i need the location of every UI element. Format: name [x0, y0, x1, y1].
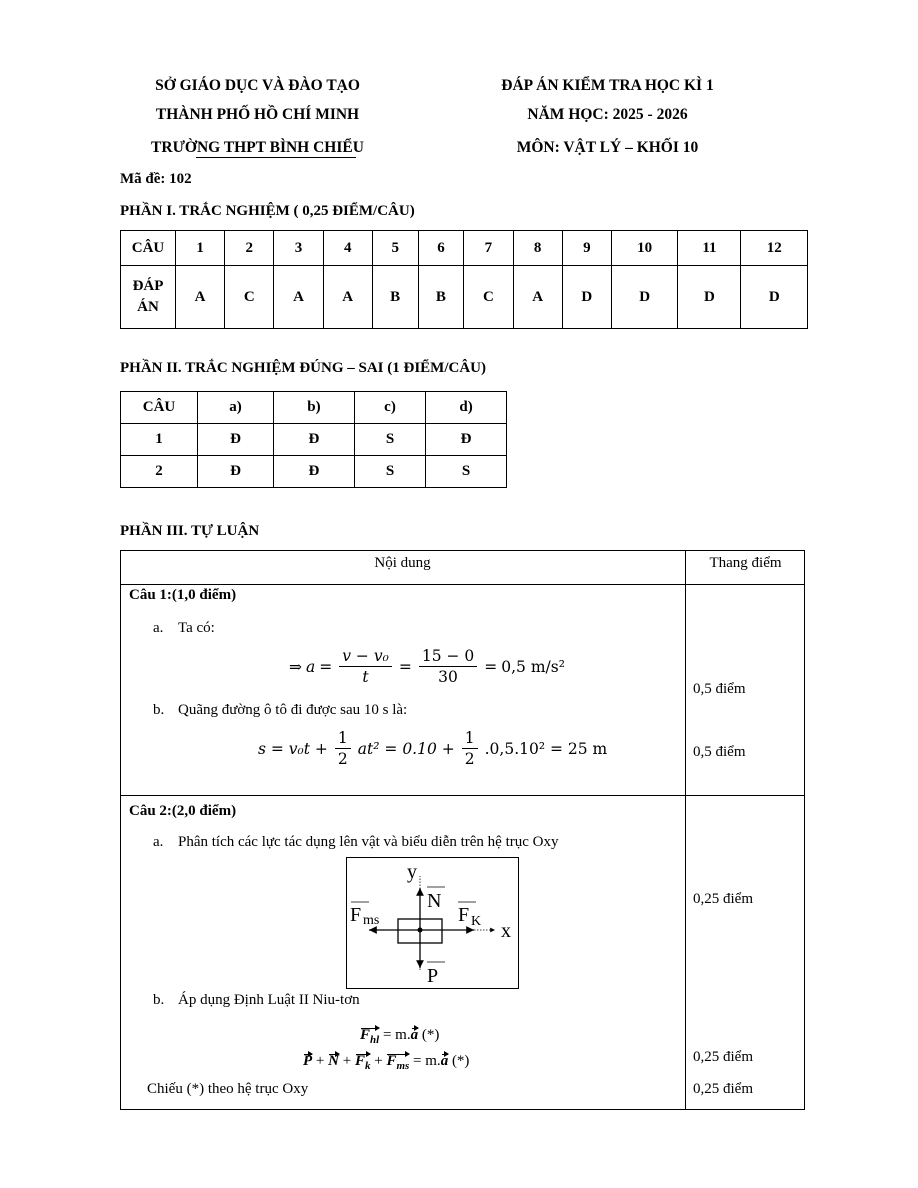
table-row [121, 456, 507, 488]
part1-answer-table [120, 230, 808, 329]
normal-vector: N [328, 1053, 339, 1069]
answer-cell: B [372, 266, 418, 329]
part3-title: PHẦN III. TỰ LUẬN [120, 523, 260, 539]
equals-sign: = [398, 657, 412, 676]
friction-symbol: F [386, 1053, 397, 1069]
answer-cell: D [611, 266, 677, 329]
q1-b-text: Quãng đường ô tô đi được sau 10 s là: [178, 702, 408, 718]
answer-cell: Đ [198, 424, 274, 456]
friction-vector [386, 1053, 409, 1072]
plus-sign: + [342, 1053, 352, 1069]
item-marker: b. [153, 992, 165, 1008]
force-diagram-svg [347, 858, 518, 988]
table-row [121, 392, 507, 424]
question-number: 1 [176, 231, 225, 266]
fraction [462, 729, 478, 768]
answer-cell: D [678, 266, 741, 329]
header-cell: a) [198, 392, 274, 424]
pull-force-subscript: K [471, 914, 482, 929]
numerator: 1 [462, 729, 478, 749]
answer-cell: S [354, 424, 425, 456]
item-marker: a. [153, 620, 164, 636]
question-1-title: Câu 1:(1,0 điểm) [129, 587, 237, 603]
question-2-title: Câu 2:(2,0 điểm) [129, 803, 237, 819]
row-divider [120, 795, 805, 796]
q2-projection-text: Chiếu (*) theo hệ trục Oxy [147, 1081, 309, 1097]
question-number: 2 [225, 231, 274, 266]
essay-table [120, 550, 805, 1110]
question-number: 12 [741, 231, 808, 266]
question-number: 7 [464, 231, 513, 266]
answer-label-line: ÁN [137, 299, 159, 315]
numerator: 1 [335, 729, 351, 749]
equals-sign: = [484, 657, 498, 676]
fraction [339, 647, 392, 686]
answer-cell: D [562, 266, 611, 329]
friction-subscript: ms [363, 913, 380, 928]
implies-symbol: ⇒ [289, 657, 302, 676]
question-number: 11 [678, 231, 741, 266]
answer-cell: D [741, 266, 808, 329]
acceleration-vector: a [440, 1053, 449, 1069]
question-number: 9 [562, 231, 611, 266]
pull-force-symbol: F [354, 1053, 365, 1069]
column-divider [685, 550, 686, 1110]
formula-tail: .0,5.10² = 25 m [484, 739, 608, 758]
numerator: 15 − 0 [419, 647, 477, 667]
city-name: THÀNH PHỐ HỒ CHÍ MINH [155, 106, 360, 123]
table-row [121, 266, 808, 329]
net-force-subscript: hl [370, 1034, 380, 1046]
column-header-content: Nội dung [374, 555, 431, 571]
exam-code: Mã đề: 102 [120, 171, 192, 187]
q2-b-text: Áp dụng Định Luật II Niu-tơn [178, 992, 360, 1008]
table-row [121, 231, 808, 266]
answer-cell: B [418, 266, 464, 329]
answer-cell: Đ [198, 456, 274, 488]
numerator: v − v₀ [339, 647, 392, 667]
part2-answer-table [120, 391, 507, 488]
fraction [335, 729, 351, 768]
pull-force-subscript: k [364, 1060, 371, 1072]
equation-tag: (*) [451, 1053, 470, 1069]
equation-rhs: = m. [413, 1053, 441, 1069]
plus-sign: + [374, 1053, 383, 1069]
equals-sign: = [319, 657, 333, 676]
formula-lhs: a [306, 657, 316, 676]
header-cell: CÂU [121, 231, 176, 266]
question-number: 5 [372, 231, 418, 266]
score-q2-b1: 0,25 điểm [693, 1049, 753, 1065]
subject-line: MÔN: VẬT LÝ – KHỐI 10 [516, 139, 699, 156]
formula-lhs: s = v₀t + [258, 739, 328, 758]
score-q2-b2: 0,25 điểm [693, 1081, 753, 1097]
question-number: 6 [418, 231, 464, 266]
force-diagram [346, 857, 519, 989]
answer-cell: S [426, 456, 507, 488]
denominator: t [362, 668, 369, 686]
answer-cell: Đ [426, 424, 507, 456]
formula-middle: at² = 0.10 + [357, 739, 455, 758]
item-marker: b. [153, 702, 165, 718]
denominator: 30 [438, 668, 458, 686]
part1-title: PHẦN I. TRẮC NGHIỆM ( 0,25 ĐIỂM/CÂU) [120, 203, 415, 219]
question-number: 3 [274, 231, 323, 266]
answer-label [121, 266, 176, 329]
header-cell: CÂU [121, 392, 198, 424]
formula-result: 0,5 m/s² [501, 657, 565, 676]
x-axis-label: x [501, 920, 511, 942]
row-divider [120, 584, 805, 585]
score-q1-b: 0,5 điểm [693, 744, 746, 760]
answer-cell: A [176, 266, 225, 329]
answer-cell: A [323, 266, 372, 329]
q1-distance-formula [258, 729, 607, 768]
header-cell: c) [354, 392, 425, 424]
weight-label: P [427, 965, 439, 987]
table-row [121, 424, 507, 456]
weight-vector: P [303, 1053, 313, 1069]
item-marker: a. [153, 834, 164, 850]
net-force-vector [360, 1027, 379, 1046]
pull-force-vector [355, 1053, 371, 1072]
friction-label: F [350, 904, 362, 926]
y-axis-label: y [407, 861, 417, 883]
answer-cell: Đ [274, 424, 355, 456]
answer-cell: S [354, 456, 425, 488]
exam-title: ĐÁP ÁN KIỂM TRA HỌC KÌ 1 [501, 77, 714, 94]
question-number: 10 [611, 231, 677, 266]
newton-law-equation [360, 1027, 439, 1046]
answer-cell: Đ [274, 456, 355, 488]
equation-rhs: = m. [382, 1027, 411, 1043]
force-sum-equation [303, 1053, 469, 1072]
equation-tag: (*) [421, 1027, 440, 1043]
department-name: SỞ GIÁO DỤC VÀ ĐÀO TẠO [155, 77, 360, 94]
denominator: 2 [464, 750, 475, 768]
school-underline [196, 157, 356, 158]
q2-a-text: Phân tích các lực tác dụng lên vật và biểu diễn trên hệ trục Oxy [178, 834, 559, 850]
answer-label-line: ĐÁP [132, 278, 164, 294]
pull-force-label: F [458, 904, 470, 926]
answer-cell: A [274, 266, 323, 329]
school-name: TRƯỜNG THPT BÌNH CHIỂU [151, 139, 364, 156]
column-header-score: Thang điểm [709, 555, 782, 571]
fraction [419, 647, 477, 686]
answer-cell: C [225, 266, 274, 329]
answer-cell: C [464, 266, 513, 329]
header-cell: b) [274, 392, 355, 424]
school-year: NĂM HỌC: 2025 - 2026 [527, 106, 688, 123]
q1-a-text: Ta có: [178, 620, 215, 636]
score-q1-a: 0,5 điểm [693, 681, 746, 697]
acceleration-vector: a [410, 1027, 419, 1043]
net-force-symbol: F [360, 1027, 371, 1043]
question-number: 4 [323, 231, 372, 266]
friction-subscript: ms [396, 1060, 410, 1072]
question-number: 1 [121, 424, 198, 456]
denominator: 2 [337, 750, 348, 768]
normal-force-label: N [427, 890, 442, 912]
part2-title: PHẦN II. TRẮC NGHIỆM ĐÚNG – SAI (1 ĐIỂM/CÂU) [120, 360, 486, 376]
header-cell: d) [426, 392, 507, 424]
plus-sign: + [315, 1053, 325, 1069]
score-q2-a: 0,25 điểm [693, 891, 753, 907]
q1-acceleration-formula [289, 647, 565, 686]
answer-cell: A [513, 266, 562, 329]
question-number: 2 [121, 456, 198, 488]
question-number: 8 [513, 231, 562, 266]
